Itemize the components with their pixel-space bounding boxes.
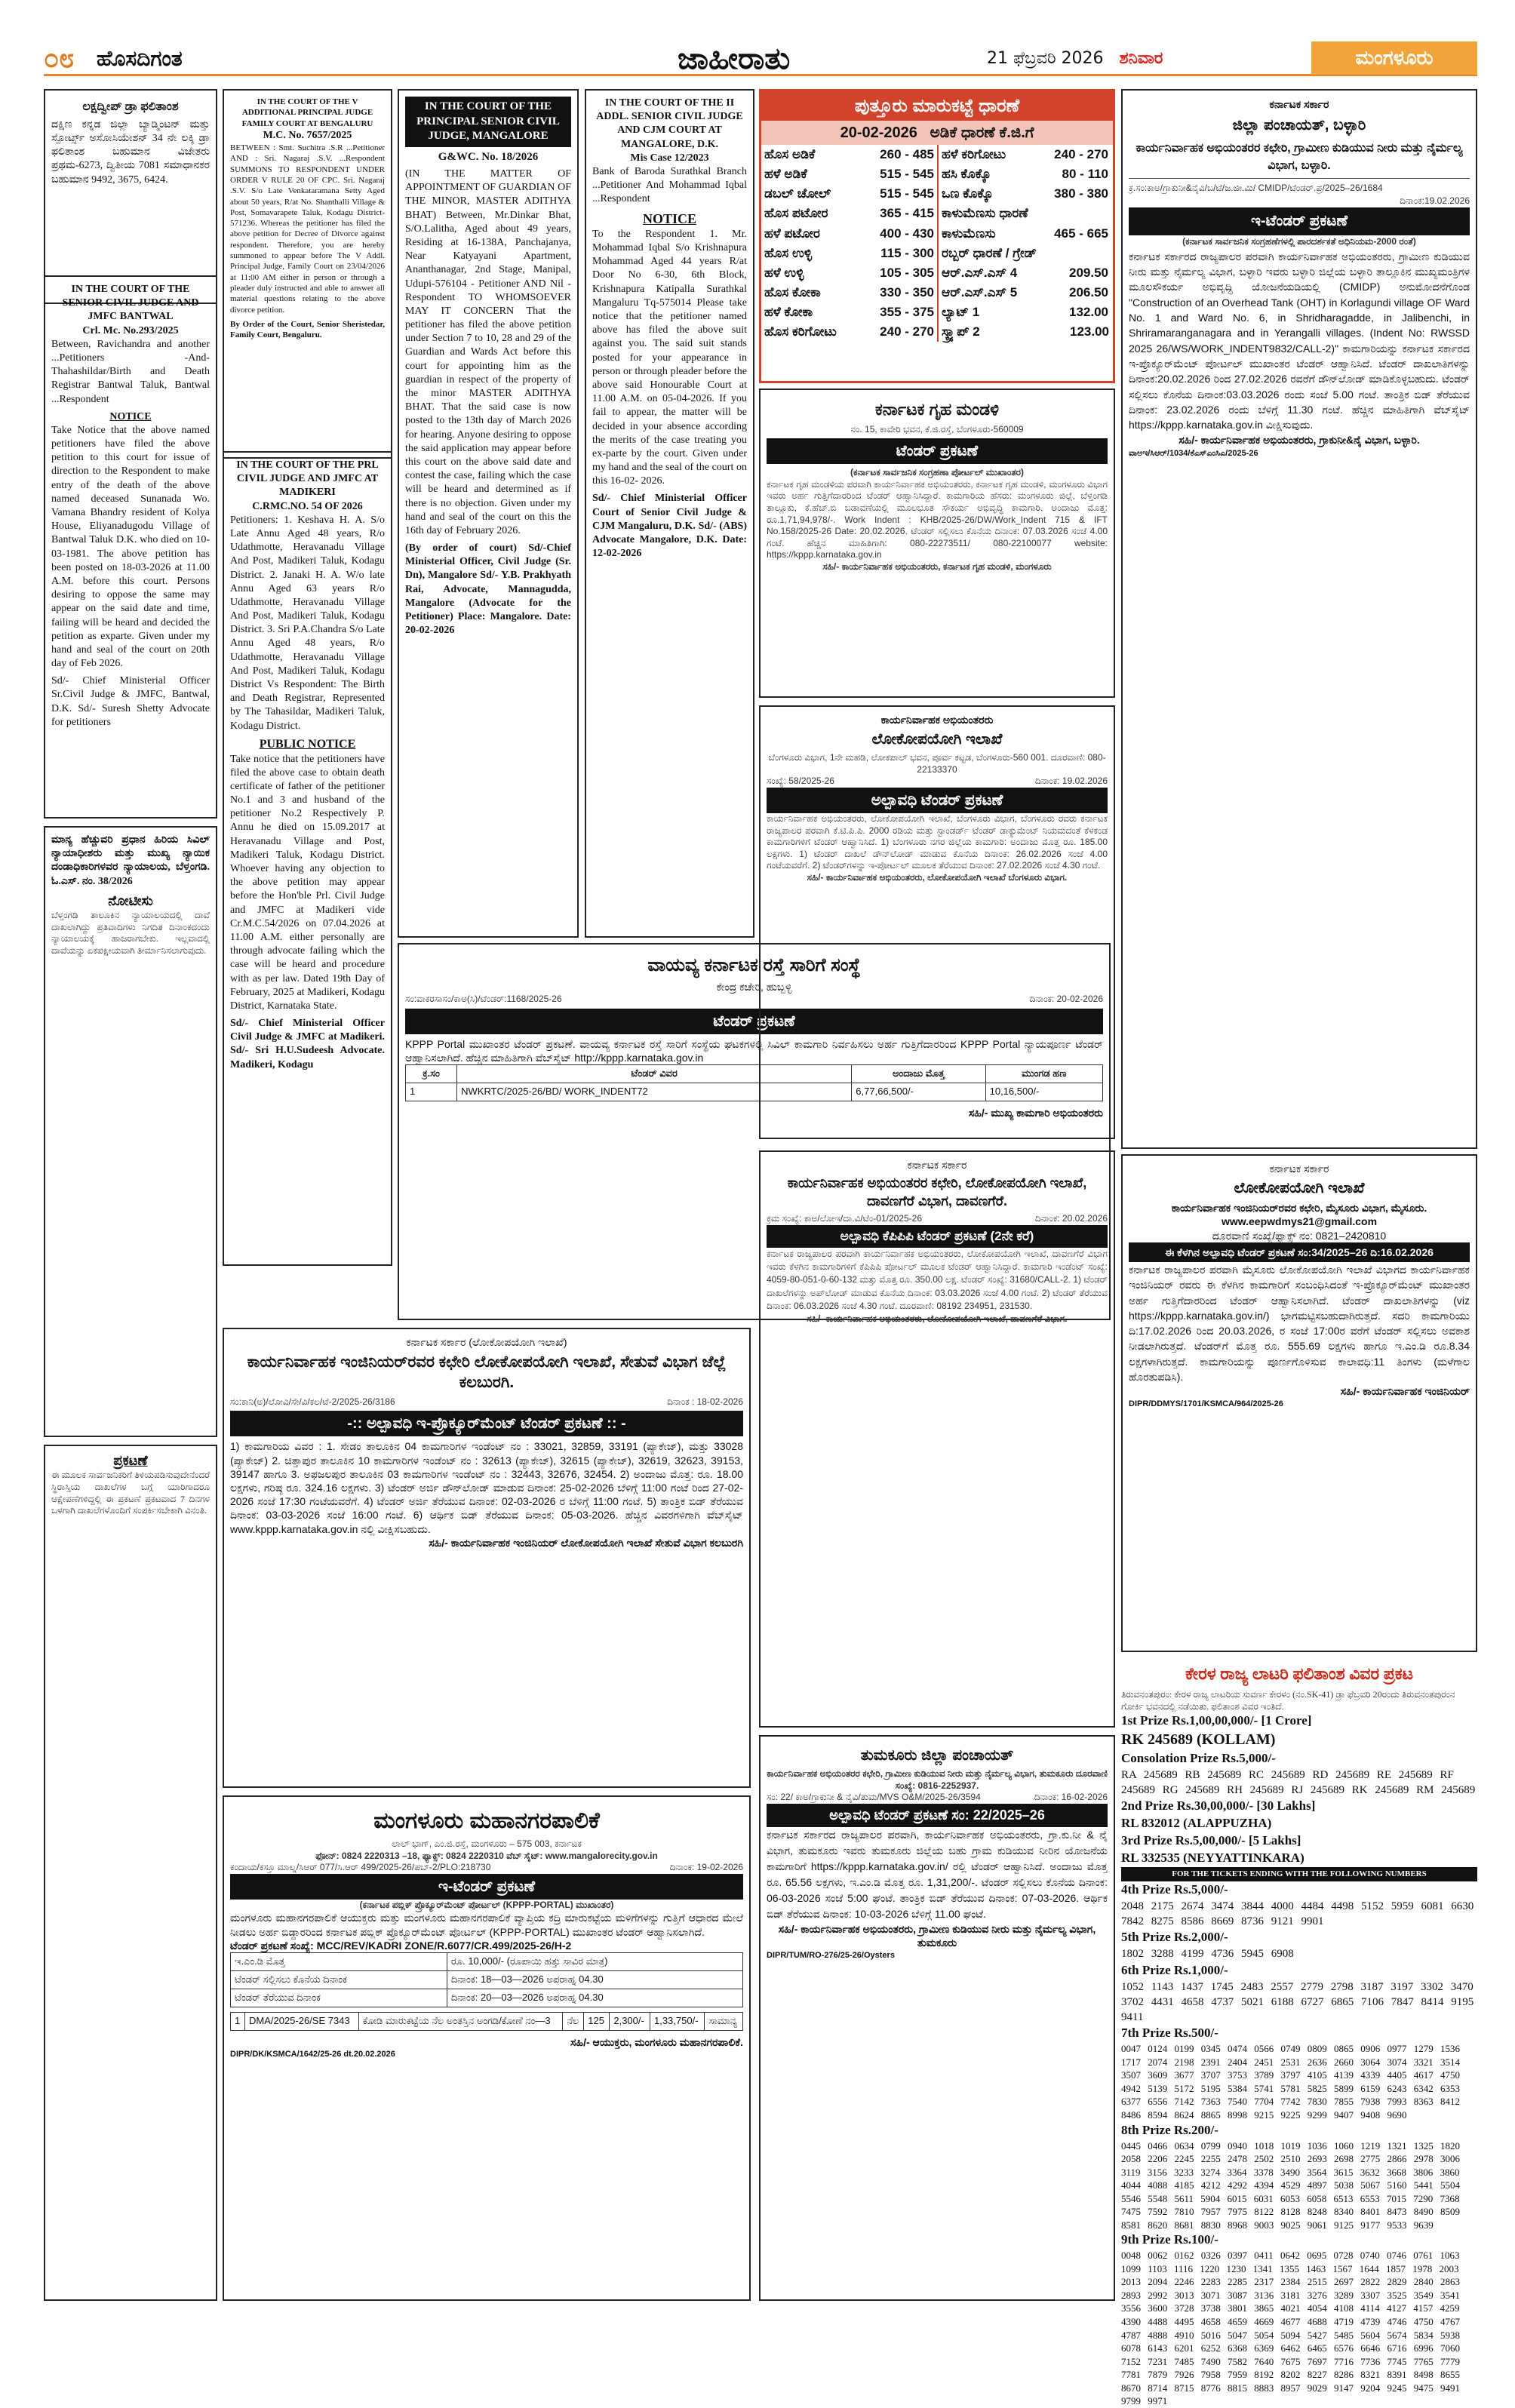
ad-email: www.eepwdmys21@gmail.com <box>1221 1215 1378 1228</box>
market-date-bar: 20-02-2026 ಅಡಿಕೆ ಧಾರಣೆ ಕೆ.ಜಿ.ಗೆ <box>761 121 1113 145</box>
ref-number: ಸಂಖ್ಯೆ: 58/2025-26 <box>767 776 834 787</box>
ad-sub: ಕಾರ್ಯನಿರ್ವಾಹಕ ಇಂಜಿನಿಯರ್‌ರವರ ಕಛೇರಿ, ಮೈಸೂರು ವಿಭಾಗ, ಮೈಸೂರು. <box>1171 1202 1427 1215</box>
rate-label: ಡಬಲ್ ಚೋಲ್ <box>764 186 831 201</box>
rate-label: ಸ್ಕ್ರ್ಯಾಪ್ 2 <box>942 324 980 339</box>
table-row <box>938 204 1112 223</box>
prize-3-number: RL 332535 (NEYYATTINKARA) <box>1121 1851 1304 1866</box>
prize-7-numbers: 0047 0124 0199 0345 0474 0566 0749 0809 0865 0906 0977 1279 1536 1717 2074 2198 2391 2404 2451 2531 2636 2660 3064 3074 3321 3514 3507 3609 3677 3707 3753 3789 3797 4105 4139 4339 4405 4617 4750 4942 5139 5172 5195 5384 5741 5781 5825 5899 6159 6243 6342 6353 6377 6556 7142 7363 7540 7704 7742 7830 7855 7938 7993 8363 8412 8486 8594 8624 8865 8998 9215 9225 9299 9407 9408 9690 <box>1121 2043 1460 2121</box>
signer: ಸಹಿ/- ಕಾರ್ಯನಿರ್ವಾಹಕ ಅಭಿಯಂತರರು, ಲೋಕೋಪಯೋಗಿ ಇಲಾಖೆ, ದಾವಣಗೆರೆ ವಿಭಾಗ. <box>807 1313 1068 1324</box>
parties: Petitioners: 1. Keshava H. A. S/o Late Annu Aged 48 years, R/o Udathmotte, Heravanadu Village And Post, Madikeri Taluk, Kodagu District. 2. Janaki H. A. W/o late Annu Aged 63 years R/o Udathmotte, Heravanadu Village And Post, Madikeri Taluk, Kodagu District. 3. Sri P.A.Chandra S/o Late Annu Aged 48 years, R/o Udathmotte, Heravanadu Village And Post, Madikeri Taluk, Kodagu District Vs Respondent: The Birth and Death Registrar, Represented by The Tahasildar, Madikeri Taluk, Kodagu District. <box>230 514 385 732</box>
ref-date: ದಿನಾಂಕ: 20-02-2026 <box>1029 994 1103 1005</box>
housing-board-tender <box>759 389 1115 698</box>
ad-body: ಮಂಗಳೂರು ಮಹಾನಗರಪಾಲಿಕೆ ಆಯುಕ್ತರು ಮತ್ತು ಮಂಗಳೂರು ಮಹಾನಗರಪಾಲಿಕೆ ವ್ಯಾಪ್ತಿಯ ಕದ್ರಿ ಮಾರುಕಟ್ಟೆಯ ಮಳಿಗೆಗಳನ್ನು ಗುತ್ತಿಗೆ ಆಧಾರದ ಮೇಲೆ ನೀಡಲು ಅರ್ಹ ಬಿಡ್ದಾರರಿಂದ ಕರ್ನಾಟಕ ಪಬ್ಲಿಕ್ ಪ್ರೊಕ್ಯೂರ್‌ಮೆಂಟ್ ಪೋರ್ಟಲ್ (KPPP-PORTAL) ಮುಖಾಂತರ ಟೆಂಡರ್ ಆಹ್ವಾನಿಸಲಾಗಿದೆ. <box>230 1912 743 1938</box>
ad-head: ಕರ್ನಾಟಕ ಸರ್ಕಾರ <box>907 1159 967 1171</box>
ad-head: ಕರ್ನಾಟಕ ಸರ್ಕಾರ <box>1269 98 1329 110</box>
rate-label: ಹಳೆ ಉಳ್ಳಿ <box>764 265 804 280</box>
prize-8: 8th Prize Rs.200/- <box>1121 2122 1218 2137</box>
signer: By Order of the Court, Senior Sheristedar, Family Court, Bengaluru. <box>230 319 385 340</box>
palike-shop-table <box>230 2012 743 2031</box>
kerala-lottery-results <box>1121 1660 1477 2407</box>
paper-name: ಹೊಸದಿಗಂತ <box>97 46 183 71</box>
rate-label: ಕಾಳುಮೆಣಸು ಧಾರಣೆ <box>942 206 1028 221</box>
rate-label: ಹಳೆ ಕೋಕಾ <box>764 304 813 319</box>
ref-number: ಸಂ: 22/ ಕಾಅ/ಗ್ರಾಕುನೀ & ನೈವಿ/ತುಮ/MVS O&M/2025-26/3594 <box>767 1792 981 1803</box>
ref-number: ಕಂದಾಯ/ಕಸ್ತೂ ಮಾಲ್ನ/ಸಿಆರ್ 077/ಸಿ.ಆರ್ 499/2025-26/ಪಬ್-2/PLO:218730 <box>230 1862 491 1873</box>
signer: ಸಹಿ/- ಕಾರ್ಯನಿರ್ವಾಹಕ ಅಭಿಯಂತರರು, ಕರ್ನಾಟಕ ಗೃಹ ಮಂಡಳಿ, ಮಂಗಳೂರು <box>822 561 1052 572</box>
prize-9: 9th Prize Rs.100/- <box>1121 2232 1218 2247</box>
notice-heading: NOTICE <box>109 410 152 422</box>
market-table-left <box>761 145 937 342</box>
city-tag: ಮಂಗಳೂರು <box>1311 41 1477 75</box>
rate-value: 515 - 545 <box>880 167 934 182</box>
ad-bar: ಈ ಕೆಳಗಿನ ಅಲ್ಪಾವಧಿ ಟೆಂಡರ್ ಪ್ರಕಟಣೆ ಸಂ:34/2025–26 ದಿ:16.02.2026 <box>1129 1242 1470 1262</box>
ad-body: ಕಾರ್ಯನಿರ್ವಾಹಕ ಅಭಿಯಂತರರು, ಲೋಕೋಪಯೋಗಿ ಇಲಾಖೆ, ಬೆಂಗಳೂರು ವಿಭಾಗ, ಬೆಂಗಳೂರು ರವರು ಕರ್ನಾಟಕ ರಾಜ್ಯಪಾಲರ ಪರವಾಗಿ ಕೆ.ಟಿ.ಪಿ.ಪಿ. 2000 ರಡಿಯ ಮತ್ತು ಸ್ಟಾಂಡರ್ಡ್ ಟೆಂಡರ್ ಡಾಕ್ಯುಮೆಂಟ್ ನಿಯಮದಂತೆ ಕೆಳಕಂಡ ಕಾಮಗಾರಿಗಳಿಗೆ ಟೆಂಡರ್ ಆಹ್ವಾನಿಸಿದೆ. 1) ಬೆಂಗಳೂರು ನಗರ ಜಿಲ್ಲೆಯ ಕಾಮಗಾರಿ: ಅಂದಾಜು ಮೊತ್ತ ರೂ. 185.00 ಲಕ್ಷಗಳು. 1) ಟೆಂಡರ್ ದಾಖಲೆ ಡೌನ್‌ಲೋಡ್ ಮಾಡುವ ಕೊನೆಯ ದಿನಾಂಕ: 26.02.2026 ಸಂಜೆ 4.00 ಗಂಟೆಯವರೆಗೆ. 2) ಟೆಂಡರ್‌ಗಳನ್ನು ಇ-ಪೋರ್ಟಲ್ ಮೂಲಕ ತೆರೆಯುವ ದಿನಾಂಕ: 27.02.2026 ಸಂಜೆ 4.30 ಗಂಟೆ. <box>767 812 1108 871</box>
ad-sub: (ಕರ್ನಾಟಕ ಸಾರ್ವಜನಿಕ ಸಂಗ್ರಹಣಾ ಪೋರ್ಟಲ್ ಮುಖಾಂತರ) <box>850 467 1025 478</box>
signer: ಸಹಿ/- ಆಯುಕ್ತರು, ಮಂಗಳೂರು ಮಹಾನಗರಪಾಲಿಕೆ. <box>570 2035 743 2048</box>
ref-date: ದಿನಾಂಕ:19.02.2026 <box>1400 195 1470 207</box>
market-title: ಪುತ್ತೂರು ಮಾರುಕಟ್ಟೆ ಧಾರಣೆ <box>761 91 1113 121</box>
ad-title: ಮಂಗಳೂರು ಮಹಾನಗರಪಾಲಿಕೆ <box>373 1808 600 1833</box>
rate-value: 515 - 545 <box>880 186 934 201</box>
table-row: ಇ.ಎಂ.ಡಿ ಮೊತ್ತ ರೂ. 10,000/- (ರೂಪಾಯಿ ಹತ್ತು ಸಾವಿರ ಮಾತ್ರ) <box>231 1952 743 1970</box>
ad-bar: ಅಲ್ಪಾವಧಿ ಟೆಂಡರ್ ಪ್ರಕಟಣೆ ಸಂ: 22/2025–26 <box>767 1804 1108 1827</box>
ref-date: ದಿನಾಂಕ: 16-02-2026 <box>1034 1792 1108 1803</box>
rate-label: ಲ್ಯಾಟ್ 1 <box>942 304 980 319</box>
ad-title: ವಾಯವ್ಯ ಕರ್ನಾಟಕ ರಸ್ತೆ ಸಾರಿಗೆ ಸಂಸ್ಥೆ <box>647 955 861 975</box>
rate-label: ಹೊಸ ಉಳ್ಳಿ <box>764 245 813 260</box>
ad-address: ನಂ. 15, ಕಾವೇರಿ ಭವನ, ಕೆ.ಜಿ.ರಸ್ತೆ, ಬೆಂಗಳೂರು-560009 <box>850 423 1024 435</box>
table-row <box>761 184 937 204</box>
market-rates <box>759 89 1115 383</box>
parties: Bank of Baroda Surathkal Branch ...Petitioner And Mohammad Iqbal ...Respondent <box>592 165 747 205</box>
prize-2: 2nd Prize Rs.30,00,000/- [30 Lakhs] <box>1121 1798 1316 1814</box>
ad-body: ಕರ್ನಾಟಕ ರಾಜ್ಯಪಾಲರ ಪರವಾಗಿ ಕಾರ್ಯನಿರ್ವಾಹಕ ಅಭಿಯಂತರರು, ಲೋಕೋಪಯೋಗಿ ಇಲಾಖೆ, ದಾವಣಗೆರೆ ವಿಭಾಗ ಇವರು ಕೆಳಗಿನ ಕಾಮಗಾರಿಗಳಿಗೆ ಕೆಪಿಪಿಪಿ ಪೋರ್ಟಲ್ ಮೂಲಕ ಟೆಂಡರ್ ಆಹ್ವಾನಿಸಿದ್ದಾರೆ. ಕಾಮಗಾರಿ ಇಂಡೆಂಟ್ ಸಂಖ್ಯೆ: 4059-80-051-0-60-132 ಮತ್ತು ಮೊತ್ತ ರೂ. 350.00 ಲಕ್ಷ. ಟೆಂಡರ್ ಸಂಖ್ಯೆ: 31680/CALL-2. 1) ಟೆಂಡರ್ ದಾಖಲೆಗಳನ್ನು ಅಪ್‌ಲೋಡ್ ಮಾಡುವ ಕೊನೆಯ ದಿನಾಂಕ: 03.03.2026 ಸಂಜೆ 4.00 ಗಂಟೆ. 2) ಟೆಂಡರ್ ತೆರೆಯುವ ದಿನಾಂಕ: 06.03.2026 ಸಂಜೆ 4.30 ಗಂಟೆ. ದೂರವಾಣಿ: 08192 234951, 231530. <box>767 1248 1108 1312</box>
lottery-title: ಕೇರಳ ರಾಜ್ಯ ಲಾಟರಿ ಫಲಿತಾಂಶ ವಿವರ ಪ್ರಕಟ <box>1185 1664 1414 1683</box>
ad-phone: ದೂರವಾಣಿ ಸಂಖ್ಯೆ/ಫ್ಯಾಕ್ಸ್ ನಂ: 0821–2420810 <box>1212 1229 1387 1242</box>
rate-value: 400 - 430 <box>880 226 934 241</box>
court-title: IN THE COURT OF THE II ADDL. SENIOR CIVIL JUDGE AND CJM COURT AT MANGALORE, D.K. <box>596 97 743 150</box>
rate-value: 260 - 485 <box>880 147 934 162</box>
rate-label: ಹಸಿ ಕೊಕ್ಕೊ <box>942 167 991 182</box>
signer: ಸಹಿ/- ಕಾರ್ಯನಿರ್ವಾಹಕ ಅಭಿಯಂತರರು, ಲೋಕೋಪಯೋಗಿ ಇಲಾಖೆ ಬೆಂಗಳೂರು ವಿಭಾಗ. <box>807 871 1068 883</box>
madikeri-public-notice <box>223 451 392 1266</box>
summons-body: BETWEEN : Smt. Suchitra .S.R ...Petitioner AND : Sri. Nagaraj .S.V. ...Respondent SUMMONS TO RESPONDENT UNDER ORDER V RULE 20 OF CPC. Sri. Nagaraj .S.V. S/o Late Venkataramana Setty Aged about 50 years, R/at No. Shanthalli Village & Post, Somavarapete Taluk, Kodagu District-571236. Whereas the petitioner has filed the above petition for Decree of Divorce against respondent. Therefore, you are hereby summoned to appear before The V Addl. Principal Judge, Family Court on 23/04/2026 at 11:00 AM either in person or through a pleader duly instructed and able to answer all material questions relating to the above divorce petition. <box>230 143 385 315</box>
table-row <box>938 303 1112 322</box>
table-row: 1 NWKRTC/2025-26/BD/ WORK_INDENT72 6,77,66,500/- 10,16,500/- <box>406 1083 1103 1101</box>
ad-sub: (ಕರ್ನಾಟಕ ಸಾರ್ವಜನಿಕ ಸಂಗ್ರಹಣೆಗಳಲ್ಲಿ ಪಾರದರ್ಶಕತೆ ಅಧಿನಿಯಮ-2000 ರಂತೆ) <box>1182 236 1416 247</box>
ad-bar: ಅಲ್ಪಾವಧಿ ಟೆಂಡರ್ ಪ್ರಕಟಣೆ <box>767 788 1108 813</box>
ad-body: ಕರ್ನಾಟಕ ಸರ್ಕಾರದ ರಾಜ್ಯಪಾಲರ ಪರವಾಗಿ ಕಾರ್ಯನಿರ್ವಾಹಕ ಅಭಿಯಂತರರು, ಗ್ರಾಮೀಣ ಕುಡಿಯುವ ನೀರು ಮತ್ತು ನೈರ್ಮಲ್ಯ ವಿಭಾಗ, ಬಳ್ಳಾರಿ ಇವರು ಬಳ್ಳಾರಿ ಜಿಲ್ಲೆಯ ಬಳ್ಳಾರಿ ತಾಲ್ಲೂಕಿನ ಮುಖ್ಯಮಂತ್ರಿಗಳ ಮೂಲಸೌಕರ್ಯ ಅಭಿವೃದ್ಧಿ ಯೋಜನೆಯಡಿಯಲ್ಲಿ (CMIDP) ಅನುಮೋದನೆಗೊಂಡ "Construction of an Overhead Tank (OHT) in Korlagundi village OF Ward No. 1 and Ward No. 6, in Shridharagadde, in Jalibenchi, in Shriramaranganagara and in Yerangalli villages. (Indent No: RWSSD 2025 26/WS/WORK_INDENT9832/CALL-2)" ಕಾಮಗಾರಿಯನ್ನು ಕರ್ನಾಟಕ ಸರ್ಕಾರದ ಇ-ಪ್ರೊಕ್ಯೂರ್‌ಮೆಂಟ್ ಪೋರ್ಟಲ್ ಮುಖಾಂತರ ಟೆಂಡರ್ ಆಹ್ವಾನಿಸಿದೆ. ಟೆಂಡರ್ ದಾಖಲಾತಿಗಳನ್ನು ದಿನಾಂಕ:20.02.2026 ರಿಂದ 27.02.2026 ರವರೆಗೆ ಡೌನ್‌ಲೋಡ್ ಮಾಡಿಕೊಳ್ಳಬಹುದು. ಟೆಂಡರ್ ಸಲ್ಲಿಸಲು ಕೊನೆಯ ದಿನಾಂಕ:03.03.2026 ರಂದು ಸಂಜೆ 5.00 ಗಂಟೆ. ತಾಂತ್ರಿಕ ಬಿಡ್ ತೆರೆಯುವ ದಿನಾಂಕ: 23.02.2026 ರಂದು ಬೆಳಿಗ್ಗೆ 11.30 ಗಂಟೆ. ಹೆಚ್ಚಿನ ಮಾಹಿತಿಗಾಗಿ ವೆಬ್‌ಸೈಟ್ https://kppp.karnataka.gov.in ವೀಕ್ಷಿಸುವುದು. <box>1129 250 1470 432</box>
ref-date: ದಿನಾಂಕ: 20.02.2026 <box>1034 1212 1108 1224</box>
table-row: ಟೆಂಡರ್ ತೆರೆಯುವ ದಿನಾಂಕ ದಿನಾಂಕ: 20—03—2026 ಅಪರಾಹ್ನ 04.30 <box>231 1989 743 2007</box>
rate-value: 365 - 415 <box>880 206 934 221</box>
ad-head: ಕರ್ನಾಟಕ ಸರ್ಕಾರ (ಲೋಕೋಪಯೋಗಿ ಇಲಾಖೆ) <box>406 1336 567 1348</box>
rate-label: ಆರ್.ಎಸ್.ಎಸ್ 5 <box>942 284 1018 299</box>
table-row <box>938 184 1112 204</box>
signer: Sd/- Chief Ministerial Officer Civil Judge & JMFC at Madikeri. Sd/- Sri H.U.Sudeesh Advocate. Madikeri, Kodagu <box>230 1018 385 1070</box>
case-number: G&WC. No. 18/2026 <box>438 150 539 163</box>
rate-value: 240 - 270 <box>880 324 934 339</box>
signer: ಸಹಿ/- ಕಾರ್ಯನಿರ್ವಾಹಕ ಇಂಜಿನಿಯರ್ <box>1340 1385 1470 1398</box>
rate-label: ಹಳೆ ಪಟೋರ <box>764 226 820 241</box>
roads-table: ಕ್ರ.ಸಂ ಟೆಂಡರ್ ವಿವರ ಅಂದಾಜು ಮೊತ್ತ ಮುಂಗಡ ಹಣ 1 NWKRTC/2025-26/BD/ WORK_INDENT72 6,77,66,500/- 10,16,500/- <box>405 1064 1103 1101</box>
rate-value: 209.50 <box>1069 265 1108 280</box>
table-row <box>761 224 937 244</box>
signer: Sd/- Chief Ministerial Officer Court of Senior Civil Judge & CJM Mangaluru, D.K. Sd/- (ABS) Advocate Mangalore, D.K. Date: 12-02-2026 <box>592 493 747 560</box>
pwd-mysuru-tender <box>1121 1154 1477 1652</box>
rate-value: 330 - 350 <box>880 284 934 299</box>
signer: Sd/- Chief Ministerial Officer Sr.Civil Judge & JMFC, Bantwal, D.K. Sd/- Suresh Shetty Advocate for petitioners <box>51 675 210 728</box>
ad-bar: ಇ-ಟೆಂಡರ್ ಪ್ರಕಟಣೆ <box>230 1874 743 1900</box>
ref-number: ಕ್ರ.ಸಂ:ಕಾಅ/ಗ್ರಾಕುನೀ&ನೈವಿ/ಬ/ಟೆ/ಜ.ಜೀ.ಮಿ/ CMIDP/ಟೆಂಡರ್.ಪ್ರ/2025–26/1684 <box>1129 182 1383 193</box>
ad-body: ಕರ್ನಾಟಕ ರಾಜ್ಯಪಾಲರ ಪರವಾಗಿ ಮೈಸೂರು ಲೋಕೋಪಯೋಗಿ ಇಲಾಖೆ ವಿಭಾಗದ ಕಾರ್ಯನಿರ್ವಾಹಕ ಇಂಜಿನಿಯರ್ ರವರು ಈ ಕೆಳಗಿನ ಕಾಮಗಾರಿಗೆ ಸಂಬಂಧಿಸಿದಂತೆ ಇ-ಪ್ರೊಕ್ಯೂರ್‌ಮೆಂಟ್ ಮುಖಾಂತರ ಅರ್ಹ ಗುತ್ತಿಗೆದಾರರಿಂದ ಟೆಂಡರ್ ಆಹ್ವಾನಿಸಲಾಗಿದೆ. ಟೆಂಡರ್ ದಾಖಲಾತಿಗಳನ್ನು (viz https://kppp.karnataka.gov.in/) ಭಾಗಮಟ್ಟಿಸಬಹುದಾಗಿರುತ್ತದೆ. ಸದರಿ ಕಾಮಗಾರಿಯು ದಿ:17.02.2026 ರಿಂದ 20.03.2026, ರ ಸಂಜೆ 17:00ರ ವರೆಗೆ ಟೆಂಡರ್ ಸಲ್ಲಿಸಲು ಅವಕಾಶ ನೀಡಲಾಗಿರುತ್ತದೆ. ಟೆಂಡರ್‌ಗೆ ಮೊತ್ತ ರೂ. 555.69 ಲಕ್ಷಗಳು ಹಾಗೂ ಇ.ಎಂ.ಡಿ ರೂ.8.34 ಲಕ್ಷಗಳಾಗಿರುತ್ತದೆ. ಕಾಮಗಾರಿಯನ್ನು ಪೂರ್ಣಗೊಳಿಸುವ ಕಾಲಾವಧಿ:11 ತಿಂಗಳು (ಮಳೆಗಾಲ ಹೊರತುಪಡಿಸಿ). <box>1129 1263 1470 1384</box>
case-number: Crl. Mc. No.293/2025 <box>82 324 179 336</box>
rate-label: ಹೊಸ ಅಡಿಕೆ <box>764 147 816 162</box>
pwd-davanagere-tender <box>759 1150 1115 1728</box>
page-number: ೦೮ <box>44 43 75 74</box>
ref-date: ದಿನಾಂಕ: 19-02-2026 <box>669 1862 743 1873</box>
table-row <box>761 283 937 303</box>
ad-bar: -:: ಅಲ್ಪಾವಧಿ ಇ-ಪ್ರೊಕ್ಯೂರ್‌ಮೆಂಟ್ ಟೆಂಡರ್ ಪ್ರಕಟಣೆ :: - <box>230 1411 743 1436</box>
rate-label: ಕಾಳುಮೆಣಸು <box>942 226 996 241</box>
lottery-sub: ತಿರುವನಂತಪುರಂ: ಕೇರಳ ರಾಜ್ಯ ಲಾಟರಿಯ ಸುವರ್ಣ ಕೇರಳಂ (ನಂ.SK-41) ಡ್ರಾ ಫೆಬ್ರವರಿ 20ರಂದು ತಿರುವನಂತಪುರಂನ ಗೋರ್ಕಿ ಭವನದಲ್ಲಿ ನಡೆಯಿತು. ಫಲಿತಾಂಶ ವಿವರ ಇಂತಿದೆ. <box>1121 1688 1455 1712</box>
prize-2-number: RL 832012 (ALAPPUZHA) <box>1121 1816 1272 1831</box>
table-row <box>761 204 937 223</box>
prakatane-notice: ಪ್ರಕಟಣೆ ಈ ಮೂಲಕ ಸಾರ್ವಜನಿಕರಿಗೆ ತಿಳಿಯಪಡಿಸುವುದೇನೆಂದರೆ ಸ್ಥಿರಾಸ್ತಿಯ ದಾಖಲೆಗಳ ಬಗ್ಗೆ ಯಾರಿಗಾದರೂ ಆಕ್ಷೇಪಣೆಗಳಿದ್ದಲ್ಲಿ ಈ ಪ್ರಕಟಣೆ ಪ್ರಕಟವಾದ 7 ದಿನಗಳ ಒಳಗಾಗಿ ದಾಖಲೆಗಳೊಂದಿಗೆ ಸಂಪರ್ಕಿಸಬೇಕಾಗಿ ವಿನಂತಿ. <box>44 1445 217 2301</box>
ref-number: ಕ್ರಮ ಸಂಖ್ಯೆ: ಕಾಅ/ಲೋಇ/ದಾ.ವಿ/ಟೆಂ-01/2025-26 <box>767 1212 923 1224</box>
rate-label: ಹೊಸ ಕರಿಗೋಟು <box>764 324 837 339</box>
prize-8-numbers: 0445 0466 0634 0799 0940 1018 1019 1036 1060 1219 1321 1325 1820 2058 2206 2245 2255 2478 2502 2510 2693 2698 2775 2866 2978 3006 3119 3156 3233 3274 3364 3378 3490 3564 3615 3632 3668 3806 3860 4044 4088 4185 4212 4292 4394 4529 4897 5038 5067 5160 5441 5504 5546 5548 5611 5904 6015 6031 6053 6058 6513 6553 7015 7290 7368 7475 7592 7810 7957 7975 8122 8128 8248 8340 8401 8473 8490 8509 8581 8620 8681 8830 8968 9003 9025 9061 9125 9177 9533 9639 <box>1121 2139 1460 2231</box>
public-notice-heading: PUBLIC NOTICE <box>259 737 356 751</box>
rate-value: 123.00 <box>1070 324 1109 339</box>
ad-sub: ಕಾರ್ಯನಿರ್ವಾಹಕ ಅಭಿಯಂತರರ ಕಛೇರಿ, ಗ್ರಾಮೀಣ ಕುಡಿಯುವ ನೀರು ಮತ್ತು ನೈರ್ಮಲ್ಯ ವಿಭಾಗ, ತುಮಕೂರು ದೂರವಾಣಿ ಸಂಖ್ಯೆ: 0816-2252937. <box>767 1768 1108 1791</box>
tumakuru-tender <box>759 1735 1115 2301</box>
rate-value: 355 - 375 <box>880 304 934 319</box>
table-row <box>938 283 1112 303</box>
prize-1-number: RK 245689 (KOLLAM) <box>1121 1731 1276 1748</box>
rate-label: ಹೊಸ ಕೋಕಾ <box>764 284 821 299</box>
prize-7: 7th Prize Rs.500/- <box>1121 2026 1218 2041</box>
ad-title-2: ಕಾರ್ಯನಿರ್ವಾಹಕ ಅಭಿಯಂತರರ ಕಛೇರಿ, ಗ್ರಾಮೀಣ ಕುಡಿಯುವ ನೀರು ಮತ್ತು ನೈರ್ಮಲ್ಯ ವಿಭಾಗ, ಬಳ್ಳಾರಿ. <box>1135 142 1463 173</box>
beltangady-notice: ಮಾನ್ಯ ಹೆಚ್ಚುವರಿ ಪ್ರಧಾನ ಹಿರಿಯ ಸಿವಿಲ್ ನ್ಯಾಯಾಧೀಶರು ಮತ್ತು ಮುಖ್ಯ ನ್ಯಾಯಿಕ ದಂಡಾಧಿಕಾರಿಗಳವರ ನ್ಯಾಯಾಲಯ, ಬೆಳ್ತಂಗಡಿ. ಓ.ಎಸ್. ನಂ. 38/2026 ನೋಟೀಸು ಬೆಳ್ತಂಗಡಿ ತಾಲೂಕಿನ ನ್ಯಾಯಾಲಯದಲ್ಲಿ ದಾವೆ ದಾಖಲಾಗಿದ್ದು ಪ್ರತಿವಾದಿಗಳು ನಿಗದಿತ ದಿನಾಂಕದಂದು ನ್ಯಾಯಾಲಯಕ್ಕೆ ಹಾಜರಾಗಬೇಕು. ಇಲ್ಲವಾದಲ್ಲಿ ದಾವೆಯನ್ನು ಏಕಪಕ್ಷೀಯವಾಗಿ ತೀರ್ಮಾನಿಸಲಾಗುವುದು. <box>44 826 217 1437</box>
prize-4: 4th Prize Rs.5,000/- <box>1121 1882 1228 1897</box>
ad-footer: ವಾಅಇ/ಸಿಆರ್/1034/ಕೆಎಸ್ಎಂಸಿಎ/2025-26 <box>1129 448 1258 458</box>
notice-body: Take Notice that the above named petitioners have filed the above petition to this court for issue of direction to the Respondent to make entry of the death of the above named deceased Sunanada Wo. Vamana Bhandry resident of Kolya House, Eliyanadugodu Village of Bantwal Taluk D.K. who died on 10-03-1981. The above petition has been posted on 18-03-2026 at 11.00 A.M. before this court. Persons desiring to oppose the same may appear on the said date and time, failing will be heard and decided the petition as exparte. Given under my hand and seal of the court on 20th day of Feb 2026. <box>51 424 210 670</box>
ad-footer: DIPR/DK/KSMCA/1642/25-26 dt.20.02.2026 <box>230 2049 395 2059</box>
ad-sub: (ಕರ್ನಾಟಕ ಪಬ್ಲಿಕ್ ಪ್ರೊಕ್ಯೂರ್‌ಮೆಂಟ್ ಪೋರ್ಟಲ್ (KPPP-PORTAL) ಮುಖಾಂತರ) <box>359 1899 614 1910</box>
bantwal-court-notice <box>44 275 217 819</box>
rate-value: 105 - 305 <box>880 265 934 280</box>
market-table-right <box>937 145 1113 342</box>
court-title: IN THE COURT OF THE PRL CIVIL JUDGE AND JMFC AT MADIKERI <box>236 459 379 499</box>
signer: ಸಹಿ/- ಕಾರ್ಯನಿರ್ವಾಹಕ ಅಭಿಯಂತರರು, ಗ್ರಾಕುನೀ&ನೈ ವಿಭಾಗ, ಬಳ್ಳಾರಿ. <box>1179 434 1420 447</box>
rate-label: ಹಳೆ ಅಡಿಕೆ <box>764 167 807 182</box>
rate-value <box>1046 244 1112 263</box>
ending-banner: FOR THE TICKETS ENDING WITH THE FOLLOWING NUMBERS <box>1121 1867 1477 1881</box>
ad-footer: DIPR/TUM/RO-276/25-26/Oysters <box>767 1950 895 1960</box>
ballari-tender <box>1121 89 1477 1149</box>
ad-body: KPPP Portal ಮುಖಾಂತರ ಟೆಂಡರ್ ಪ್ರಕಟಣೆ. ವಾಯವ್ಯ ಕರ್ನಾಟಕ ರಸ್ತೆ ಸಾರಿಗೆ ಸಂಸ್ಥೆಯ ಘಟಕಗಳಲ್ಲಿ ಸಿವಿಲ್ ಕಾಮಗಾರಿ ನಿರ್ವಹಿಸಲು ಅರ್ಹ ಗುತ್ತಿಗೆದಾರರಿಂದ KPPP Portal ನ್ಯಾಯಪೂರ್ಣ ಟೆಂಡರ್ ಆಹ್ವಾನಿಸಲಾಗಿದೆ. ಹೆಚ್ಚಿನ ಮಾಹಿತಿಗಾಗಿ ವೆಬ್‌ಸೈಟ್ http://kppp.karnataka.gov.in <box>405 1037 1103 1064</box>
ad-address: ಲಾಲ್ ಭಾಗ್, ಎಂ.ಜಿ.ರಸ್ತೆ, ಮಂಗಳೂರು – 575 003, ಕರ್ನಾಟಕ <box>392 1838 582 1849</box>
signer: ಸಹಿ/- ಮುಖ್ಯ ಕಾಮಗಾರಿ ಅಭಿಯಂತರರು <box>968 1107 1103 1120</box>
court-title: IN THE COURT OF THE PRINCIPAL SENIOR CIVIL JUDGE, MANGALORE <box>405 97 571 147</box>
pwd-kalaburagi-tender <box>223 1328 751 1788</box>
ad-title: ತುಮಕೂರು ಜಿಲ್ಲಾ ಪಂಚಾಯತ್ <box>860 1747 1014 1764</box>
pwd-bengaluru-tender <box>759 705 1115 1139</box>
notice-body: To the Respondent 1. Mr. Mohammad Iqbal S/o Krishnapura Mohammad Aged 44 years R/at Door No 6-30, 6th Block, Krishnapura Katipalla Surathkal Mangaluru Tq-575014 Please take notice that the petitioner named above has filed the above suit against you. The said suit stands posted for your appearance in person or through pleader before the above said Honourable Court at 11.00 A.M. on 05-04-2026. If you fail to appear, the matter will be decided in your absence according the merits of the case treating you ex-parte by the court. Given under my hand and the seal of the court on this 16-02- 2026. <box>592 228 747 487</box>
section-title: ಜಾಹೀರಾತು <box>678 41 791 76</box>
case-number: C.RMC.NO. 54 OF 2026 <box>252 500 363 512</box>
case-number: Mis Case 12/2023 <box>630 152 709 164</box>
rate-value <box>1046 204 1112 223</box>
ad-title: ಲೋಕೋಪಯೋಗಿ ಇಲಾಖೆ <box>1234 1180 1365 1197</box>
rate-label: ಹೊಸ ಪಟೋರ <box>764 206 828 221</box>
rate-label: ಒಣ ಕೊಕ್ಕೊ <box>942 186 994 201</box>
parties: Between, Ravichandra and another ...Petitioners -And- Thahashildar/Birth and Death Registrar Bantwal Taluk, Bantwal ...Respondent <box>51 338 210 405</box>
kn-notice-heading: ನೋಟೀಸು <box>108 892 153 908</box>
rate-value: 240 - 270 <box>1054 147 1108 162</box>
rate-value: 115 - 300 <box>880 245 934 260</box>
ref-number: ಸಂ:ಕಾನಿ(ಅ)/ಲೋವಿ/ಸೇ/ವಿ/ಕಲ/ಟೆ-2/2025-26/3186 <box>230 1396 395 1407</box>
ad-bar: ಟೆಂಡರ್ ಪ್ರಕಟಣೆ <box>405 1009 1103 1034</box>
palike-dates-table <box>230 1952 743 2007</box>
ad-body: ಕರ್ನಾಟಕ ಸರ್ಕಾರದ ರಾಜ್ಯಪಾಲರ ಪರವಾಗಿ, ಕಾರ್ಯನಿರ್ವಾಹಕ ಅಭಿಯಂತರರು, ಗ್ರಾ.ಕು.ನೀ & ನೈ ವಿಭಾಗ, ತುಮಕೂರು ಇವರು ತುಮಕೂರು ಜಿಲ್ಲೆಯ ಬಹು ಗ್ರಾಮ ಕುಡಿಯುವ ನೀರಿನ ಯೋಜನೆಯ ಕಾಮಗಾರಿಗೆ https://kppp.karnataka.gov.in/ ರಲ್ಲಿ ಟೆಂಡರ್ ಆಹ್ವಾನಿಸಿದೆ. ಅಂದಾಜು ಮೊತ್ತ ರೂ. 65.56 ಲಕ್ಷಗಳು, ಇ.ಎಂ.ಡಿ ಮೊತ್ತ ರೂ. 1,31,200/-. ಟೆಂಡರ್ ಸಲ್ಲಿಸಲು ಕೊನೆಯ ದಿನಾಂಕ: 06-03-2026 ಸಂಜೆ 5:00 ಘಂಟೆ. ತಾಂತ್ರಿಕ ಬಿಡ್ ತೆರೆಯುವ ದಿನಾಂಕ: 07-03-2026. ಆರ್ಥಿಕ ಬಿಡ್ ತೆರೆಯುವ ದಿನಾಂಕ: 10-03-2026 ಬೆಳಿಗ್ಗೆ 11.00 ಘಂಟೆ. <box>767 1829 1108 1921</box>
notice-heading: NOTICE <box>642 210 696 226</box>
table-row <box>938 164 1112 184</box>
rate-value: 206.50 <box>1069 284 1108 299</box>
signer: ಸಹಿ/- ಕಾರ್ಯನಿರ್ವಾಹಕ ಅಭಿಯಂತರರು, ಗ್ರಾಮೀಣ ಕುಡಿಯುವ ನೀರು ಮತ್ತು ನೈರ್ಮಲ್ಯ ವಿಭಾಗ, ತುಮಕೂರು <box>778 1923 1096 1949</box>
court-title: IN THE COURT OF THE V ADDITIONAL PRINCIPAL JUDGE FAMILY COURT AT BENGALURU <box>241 97 373 128</box>
prize-9-numbers: 0048 0062 0162 0326 0397 0411 0642 0695 0728 0740 0746 0761 1063 1099 1103 1116 1220 1230 1341 1355 1463 1567 1644 1857 1978 2003 2013 2094 2246 2283 2285 2317 2384 2515 2697 2822 2829 2840 2863 2893 2992 3013 3071 3087 3136 3181 3276 3289 3307 3525 3549 3541 3556 3600 3728 3738 3801 3865 4021 4054 4108 4114 4127 4157 4259 4390 4488 4495 4658 4659 4669 4677 4688 4719 4739 4746 4750 4767 4787 4888 4910 5016 5047 5054 5094 5427 5485 5604 5674 5834 5938 6078 6143 6201 6252 6368 6369 6462 6465 6576 6646 6716 6996 7060 7152 7231 7485 7490 7582 7640 7675 7697 7716 7736 7745 7765 7779 7781 7879 7926 7958 7959 8192 8202 8227 8286 8321 8391 8498 8655 8670 8714 8715 8776 8815 8883 8957 9029 9147 9204 9245 9475 9491 9799 9971 <box>1121 2250 1460 2407</box>
family-court-summons <box>223 89 392 459</box>
table-row <box>761 263 937 283</box>
ad-title: ಲೋಕೋಪಯೋಗಿ ಇಲಾಖೆ <box>871 731 1003 748</box>
prize-5-numbers: 1802 3288 4199 4736 5945 6908 <box>1121 1948 1294 1961</box>
lakshadweep-ad <box>44 89 217 304</box>
ad-address: ಬೆಂಗಳೂರು ವಿಭಾಗ, 1ನೇ ಮಹಡಿ, ಲೋಕಪಾಲ್ ಭವನ, ಪೂರ್ವ ಕಟ್ಟಡ, ಬೆಂಗಳೂರು-560 001. ದೂರವಾಣಿ: 080-22133370 <box>768 752 1106 775</box>
ad-title: ಜಿಲ್ಲಾ ಪಂಚಾಯತ್, ಬಳ್ಳಾರಿ <box>1232 117 1366 134</box>
ad-address: ಕೇಂದ್ರ ಕಚೇರಿ, ಹುಬ್ಬಳ್ಳಿ <box>716 981 792 994</box>
ref-number: ಸಂ:ವಾಕರಸಾಸಂ/ಕಾಅ(ಸಿ)/ಟೆಂಡರ್:1168/2025-26 <box>405 994 562 1005</box>
table-row <box>761 164 937 184</box>
rate-value: 380 - 380 <box>1054 186 1108 201</box>
prize-5: 5th Prize Rs.2,000/- <box>1121 1930 1228 1945</box>
ad-title: ಲಕ್ಷದ್ವೀಪ್ ಡ್ರಾ ಫಲಿತಾಂಶ <box>82 100 179 113</box>
ad-footer: DIPR/DDMYS/1701/KSMCA/964/2025-26 <box>1129 1399 1283 1408</box>
ad-head: ಕರ್ನಾಟಕ ಸರ್ಕಾರ <box>1269 1163 1329 1175</box>
table-row: 1 DMA/2025-26/SE 7343 ಕೋಡಿ ಮಾರುಕಟ್ಟೆಯ ನೆಲ ಅಂತಸ್ತಿನ ಅಂಗಡಿ/ಕೋಣೆ ನಂ—3 ನೆಲ 125 2,300/- 1,33,750/- ಸಾಮಾನ್ಯ <box>231 2012 743 2030</box>
rate-label: ಆರ್.ಎಸ್.ಎಸ್ 4 <box>942 265 1018 280</box>
table-row <box>761 303 937 322</box>
notice-body: (IN THE MATTER OF APPOINTMENT OF GUARDIAN OF THE MINOR, MASTER ADITHYA BHAT) Between, Mr.Dinkar Bhat, S/O.Lalitha, Aged about 49 years, Residing at 16-138A, Panchajanya, Near Katyayani Apartment, Ananthanagar, 2nd Stage, Manipal, Udupi-576104 - Petitioner AND Nil - Respondent TO WHOMSOEVER MAY IT CONCERN That the petitioner has filed the above petition under Section 7 to 10, 28 and 29 of the Guardian and Wards Act before this court for appointing him as the guardian in respect of the property of the minor MASTER ADITHYA BHAT. That the said case is now posted to the 13th day of March 2026 for hearing. Anyone desiring to oppose the said application may appear before this court on the above said date and contest the case, failing which the case will be heard and determined as if there is no objection. Given under my hand and seal of the court on this the 16th day of February 2026. <box>405 168 571 536</box>
table-row <box>938 224 1112 244</box>
prize-4-numbers: 2048 2175 2674 3474 3844 4000 4484 4498 5152 5959 6081 6630 7842 8275 8586 8669 8736 9121 9901 <box>1121 1900 1474 1928</box>
case-number: M.C. No. 7657/2025 <box>263 129 352 141</box>
table-row <box>761 145 937 164</box>
kn-court-title: ಮಾನ್ಯ ಹೆಚ್ಚುವರಿ ಪ್ರಧಾನ ಹಿರಿಯ ಸಿವಿಲ್ ನ್ಯಾಯಾಧೀಶರು ಮತ್ತು ಮುಖ್ಯ ನ್ಯಾಯಿಕ ದಂಡಾಧಿಕಾರಿಗಳವರ ನ್ಯಾಯಾಲಯ, ಬೆಳ್ತಂಗಡಿ. ಓ.ಎಸ್. ನಂ. 38/2026 <box>51 834 210 887</box>
signer: ಸಹಿ/- ಕಾರ್ಯನಿರ್ವಾಹಕ ಇಂಜಿನಿಯರ್ ಲೋಕೋಪಯೋಗಿ ಇಲಾಖೆ ಸೇತುವೆ ವಿಭಾಗ ಕಲಬುರಗಿ <box>429 1536 743 1549</box>
rate-label: ಹಳೆ ಕರಿಗೋಟು <box>942 147 1006 162</box>
ref-date: ದಿನಾಂಕ: 19.02.2026 <box>1034 776 1108 787</box>
rate-value: 80 - 110 <box>1062 167 1108 182</box>
rate-label: ರಬ್ಬರ್ ಧಾರಣೆ / ಗ್ರೇಡ್ <box>942 245 1037 260</box>
rate-value: 465 - 665 <box>1054 226 1108 241</box>
ad-body: ದಕ್ಷಿಣ ಕನ್ನಡ ಜಿಲ್ಲಾ ಬ್ಯಾಡ್ಮಿಂಟನ್ ಮತ್ತು ಸ್ಪೋರ್ಟ್ಸ್ ಅಸೋಸಿಯೇಶನ್ 34 ನೇ ಲಕ್ಕಿ ಡ್ರಾ ಫಲಿತಾಂಶ ಬಹುಮಾನ ವಿಜೇತರು ಪ್ರಥಮ-6273, ದ್ವಿತೀಯ 7081 ಸಮಾಧಾನಕರ ಬಹುಮಾನ 9492, 3675, 6424. <box>51 118 210 186</box>
prize-6-numbers: 1052 1143 1437 1745 2483 2557 2779 2798 3187 3197 3302 3470 3702 4431 4658 4737 5021 6188 6727 6865 7106 7847 8414 9195 9411 <box>1121 1980 1474 2024</box>
ad-head: ಕಾರ್ಯನಿರ್ವಾಹಕ ಅಭಿಯಂತರರು <box>880 714 994 726</box>
ad-title: ಕರ್ನಾಟಕ ಗೃಹ ಮಂಡಳಿ <box>874 400 1000 419</box>
prize-consolation: Consolation Prize Rs.5,000/- <box>1121 1751 1276 1765</box>
signer: (By order of court) Sd/-Chief Ministerial Officer, Civil Judge (Sr. Dn), Mangalore Sd/- Y.B. Prakhyath Rai, Advocate, Mannagudda, Mangalore (Advocate for the Petitioner) Place: Mangalore. Date: 20-02-2026 <box>405 542 571 637</box>
table-row <box>938 263 1112 283</box>
table-row <box>938 322 1112 342</box>
ad-body: 1) ಕಾಮಗಾರಿಯ ವಿವರ : 1. ಸೇಡಂ ತಾಲೂಕಿನ 04 ಕಾಮಗಾರಿಗಳ ಇಂಡೆಂಟ್ ನಂ : 33021, 32859, 33191 (ಪ್ಯಾಕೇಜ್), ಮತ್ತು 33028 (ಪ್ಯಾಕೇಜ್) 2. ಚಿತ್ತಾಪುರ ತಾಲೂಕಿನ 10 ಕಾಮಗಾರಿಗಳ ಇಂಡೆಂಟ್ ನಂ : 32613 (ಪ್ಯಾಕೇಜ್), 32615 (ಪ್ಯಾಕೇಜ್), 32619, 32623, 39153, 39147 ಹಾಗೂ 3. ಅಫಜಲಪುರ ತಾಲೂಕಿನ 03 ಕಾಮಗಾರಿಗಳ ಇಂಡೆಂಟ್ ನಂ : 32443, 32676, 32454. 2) ಅಂದಾಜು ಮೊತ್ತ: ರೂ. 18.00 ಲಕ್ಷಗಳು, ಗರಿಷ್ಠ ರೂ. 324.16 ಲಕ್ಷಗಳು. 3) ಟೆಂಡರ್ ಅರ್ಜಿ ಡೌನ್‌ಲೋಡ್ ಮಾಡುವ ದಿನಾಂಕ: 25-02-2026 ಬೆಳಿಗ್ಗೆ 11:00 ಗಂಟೆ ರಿಂದ 27-02-2026 ಸಂಜೆ 17:30 ಗಂಟೆಯವರೆಗೆ. 4) ಟೆಂಡರ್ ಅರ್ಜಿ ತೆರೆಯುವ ದಿನಾಂಕ: 02-03-2026 ರ ಬೆಳಿಗ್ಗೆ 11:00 ಗಂಟೆ. 5) ತಾಂತ್ರಿಕ ಬಿಡ್ ತೆರೆಯುವ ದಿನಾಂಕ: 03-03-2026 ಸಂಜೆ 16:00 ಗಂಟೆ. 6) ಆರ್ಥಿಕ ಬಿಡ್ ತೆರೆಯುವ ದಿನಾಂಕ: 05-03-2026. ಹೆಚ್ಚಿನ ವಿವರಗಳಿಗಾಗಿ ವೆಬ್‌ಸೈಟ್ www.kppp.karnataka.gov.in ನಲ್ಲಿ ವೀಕ್ಷಿಸಬಹುದು. <box>230 1440 743 1535</box>
ad-bar: ಟೆಂಡರ್ ಪ್ರಕಟಣೆ <box>767 438 1108 464</box>
ad-title: ಕಾರ್ಯನಿರ್ವಾಹಕ ಇಂಜಿನಿಯರ್‌ರವರ ಕಛೇರಿ ಲೋಕೋಪಯೋಗಿ ಇಲಾಖೆ, ಸೇತುವೆ ವಿಭಾಗ ಜೆಲ್ಲೆ ಕಲಬುರಗಿ. <box>247 1353 727 1392</box>
rate-value: 132.00 <box>1069 304 1108 319</box>
ad-body: ಕರ್ನಾಟಕ ಗೃಹ ಮಂಡಳಿಯ ಪರವಾಗಿ ಕಾರ್ಯನಿರ್ವಾಹಕ ಅಭಿಯಂತರರು, ಕರ್ನಾಟಕ ಗೃಹ ಮಂಡಳಿ, ಮಂಗಳೂರು ವಿಭಾಗ ಇವರು ಅರ್ಹ ಗುತ್ತಿಗೆದಾರರಿಂದ ಟೆಂಡರ್ ಆಹ್ವಾನಿಸಿದ್ದಾರೆ. ಕಾಮಗಾರಿಯ ಹೆಸರು: ಮಂಗಳೂರು ಜಿಲ್ಲೆ, ಬೆಳ್ತಂಗಡಿ ತಾಲ್ಲೂಕು, ಕೆ.ಹೆಚ್.ಬಿ ಬಡಾವಣೆಯಲ್ಲಿ ಮೂಲಭೂತ ಸೌಕರ್ಯ ಅಭಿವೃದ್ಧಿ ಕಾಮಗಾರಿ. ಅಂದಾಜು ಮೊತ್ತ: ರೂ.1,71,94,978/-. Work Indent : KHB/2025-26/DW/Work_Indent 715 & IFT No.158/2025-26 Date: 20.02.2026. ಟೆಂಡರ್ ಸಲ್ಲಿಸಲು ಕೊನೆಯ ದಿನಾಂಕ: 07.03.2026 ಸಂಜೆ 4.00 ಗಂಟೆ. ಹೆಚ್ಚಿನ ಮಾಹಿತಿಗಾಗಿ: 080-22273511/ 080-22100077 website: https://kppp.karnataka.gov.in <box>767 478 1108 561</box>
mangaluru-palike-tender <box>223 1795 751 2301</box>
prize-1: 1st Prize Rs.1,00,00,000/- [1 Crore] <box>1121 1713 1312 1728</box>
table-row <box>938 145 1112 164</box>
ad-bar: ಇ-ಟೆಂಡರ್ ಪ್ರಕಟಣೆ <box>1129 207 1470 235</box>
prakatane-heading: ಪ್ರಕಟಣೆ <box>113 1453 148 1468</box>
date: 21 ಫೆಬ್ರವರಿ 2026 ಶನಿವಾರ <box>987 49 1163 68</box>
table-row <box>761 244 937 263</box>
ref-date: ದಿನಾಂಕ : 18-02-2026 <box>667 1396 743 1407</box>
tender-number: ಟೆಂಡರ್ ಪ್ರಕಟಣೆ ಸಂಖ್ಯೆ: MCC/REV/KADRI ZONE/R.6077/CR.499/2025-26/H-2 <box>230 1939 572 1952</box>
ad-phone: ಫೋನ್: 0824 2220313 –18, ಫ್ಯಾಕ್ಸ್: 0824 2220310 ವೆಬ್ ಸೈಟ್: www.mangalorecity.gov.in <box>315 1850 658 1861</box>
table-row <box>761 322 937 342</box>
prize-6: 6th Prize Rs.1,000/- <box>1121 1962 1228 1977</box>
ad-bar: ಅಲ್ಪಾವಧಿ ಕೆಪಿಪಿಪಿ ಟೆಂಡರ್ ಪ್ರಕಟಣೆ (2ನೇ ಕರೆ) <box>767 1225 1108 1248</box>
masthead <box>44 41 1477 76</box>
notice-body: Take notice that the petitioners have filed the above case to obtain death certificate of father of the petitioner No.1 and 3 and husband of the petitioner No.2 Respectively P. Annu he died on 15.09.2017 at Heravanadu Village and Post, Madikeri Taluk, Kodagu District. Whoever having any objection to the above petition may appear before the Hon'ble Prl. Civil Judge and JMFC at Madikeri vide Cr.M.C.54/2026 on 07.04.2026 at 11.00 A.M. either personally are through advocate failing which the case will be heard and procedure with as per law. Dated 19th Day of February, 2025 at Madikeri, Kodagu District, Karnataka State. <box>230 753 385 1012</box>
mis-case-notice <box>585 89 754 938</box>
ad-title: ಕಾರ್ಯನಿರ್ವಾಹಕ ಅಭಿಯಂತರರ ಕಛೇರಿ, ಲೋಕೋಪಯೋಗಿ ಇಲಾಖೆ, ದಾವಣಗೆರೆ ವಿಭಾಗ, ದಾವಣಗೆರೆ. <box>787 1175 1087 1209</box>
court-title: IN THE COURT OF THE SENIOR CIVIL JUDGE AND JMFC BANTWAL <box>62 284 199 323</box>
table-row <box>938 244 1112 263</box>
guardianship-notice <box>398 89 579 938</box>
consolation-numbers: RA 245689 RB 245689 RC 245689 RD 245689 RE 245689 RF 245689 RG 245689 RH 245689 RJ 245689 RK 245689 RM 245689 <box>1121 1768 1476 1797</box>
prize-3: 3rd Prize Rs.5,00,000/- [5 Lakhs] <box>1121 1833 1301 1848</box>
table-row: ಟೆಂಡರ್ ಸಲ್ಲಿಸಲು ಕೊನೆಯ ದಿನಾಂಕ ದಿನಾಂಕ: 18—03—2026 ಅಪರಾಹ್ನ 04.30 <box>231 1970 743 1989</box>
